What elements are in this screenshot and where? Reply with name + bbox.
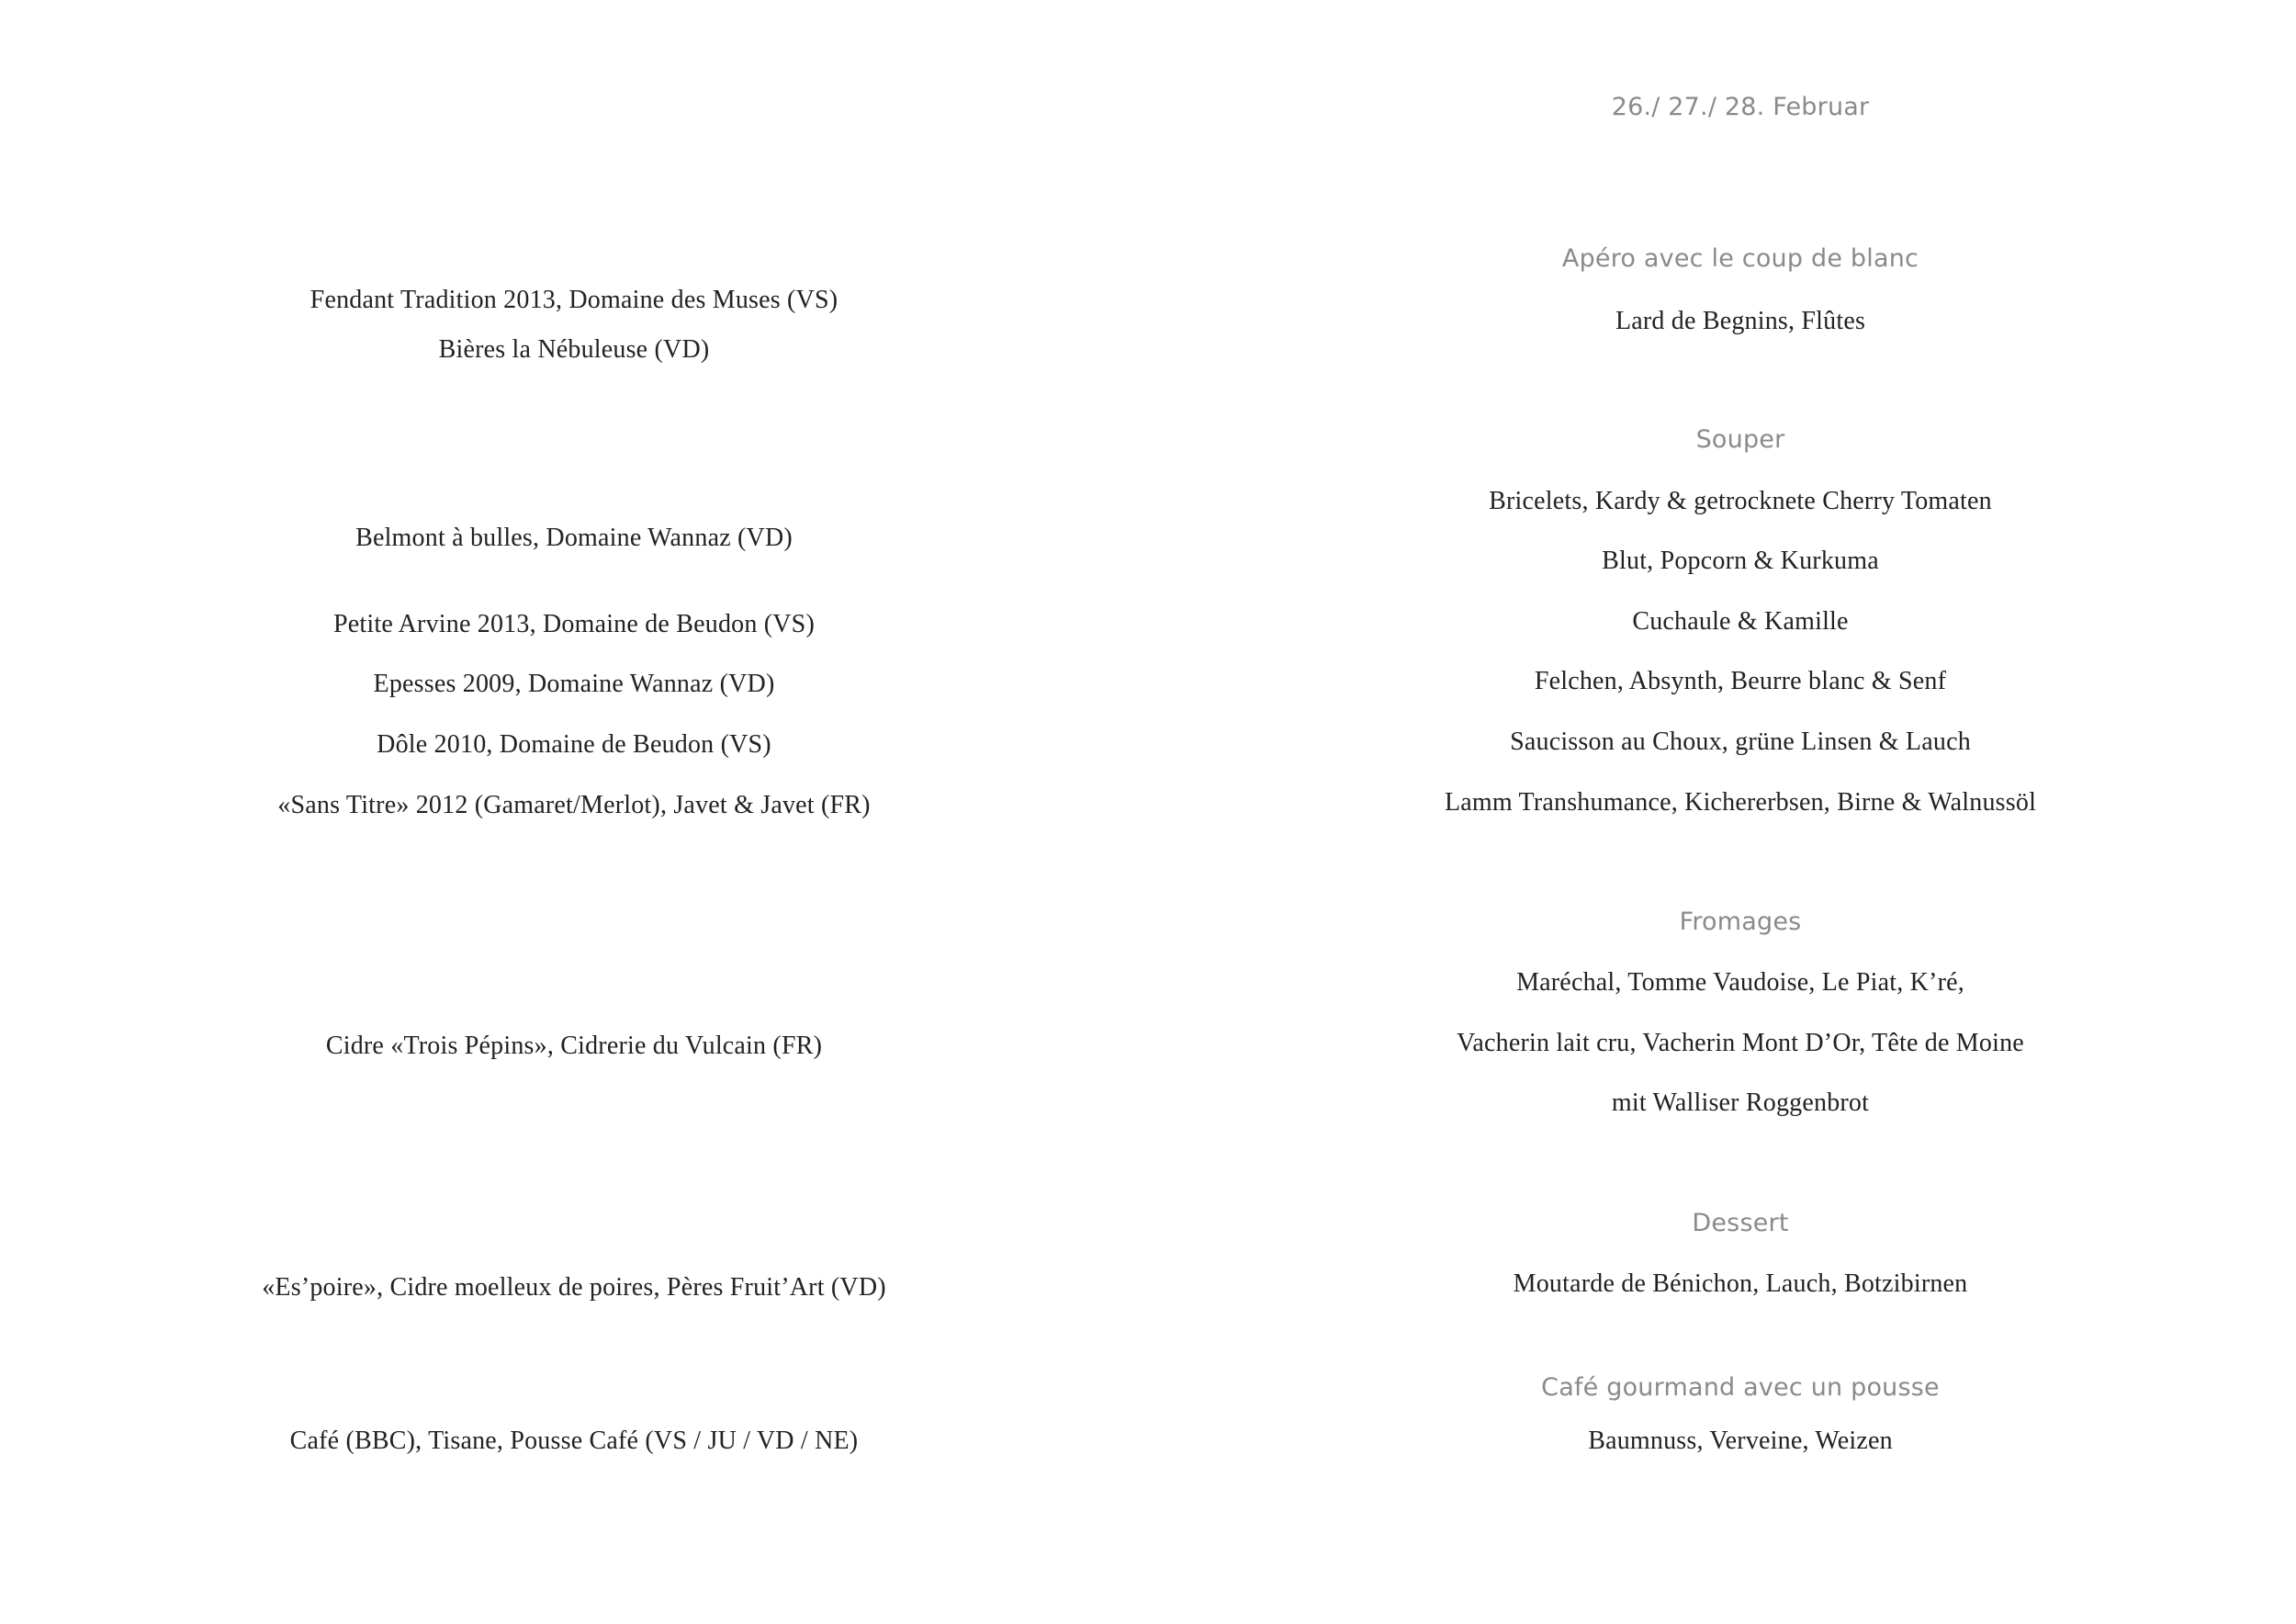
menu-date: 26./ 27./ 28. Februar <box>1611 93 1870 121</box>
wine-souper-3: Epesses 2009, Domaine Wannaz (VD) <box>373 670 775 698</box>
menu-aperitif-item-1: Lard de Begnins, Flûtes <box>1615 307 1866 335</box>
wine-aperitif-2: Bières la Nébuleuse (VD) <box>438 335 710 364</box>
wine-souper-5: «Sans Titre» 2012 (Gamaret/Merlot), Javet & Javet (FR) <box>277 791 871 819</box>
menu-souper-item-5: Saucisson au Choux, grüne Linsen & Lauch <box>1510 727 1971 756</box>
menu-fromages-item-1: Maréchal, Tomme Vaudoise, Le Piat, K’ré, <box>1516 968 1964 997</box>
wine-souper-4: Dôle 2010, Domaine de Beudon (VS) <box>377 730 771 759</box>
menu-fromages-item-3: mit Walliser Roggenbrot <box>1611 1088 1870 1117</box>
menu-souper-item-3: Cuchaule & Kamille <box>1632 607 1849 636</box>
menu-aperitif-heading: Apéro avec le coup de blanc <box>1561 244 1919 273</box>
menu-souper-item-4: Felchen, Absynth, Beurre blanc & Senf <box>1534 667 1947 695</box>
wine-souper-2: Petite Arvine 2013, Domaine de Beudon (VS) <box>333 610 815 638</box>
menu-souper-heading: Souper <box>1695 425 1785 454</box>
menu-fromages-item-2: Vacherin lait cru, Vacherin Mont D’Or, Tête de Moine <box>1457 1029 2024 1057</box>
menu-cafe-heading: Café gourmand avec un pousse <box>1541 1373 1940 1402</box>
menu-souper-item-1: Bricelets, Kardy & getrocknete Cherry Tomaten <box>1489 487 1992 515</box>
wine-aperitif-1: Fendant Tradition 2013, Domaine des Muses (VS) <box>310 286 838 314</box>
wine-cafe: Café (BBC), Tisane, Pousse Café (VS / JU / VD / NE) <box>289 1427 859 1455</box>
wine-dessert: «Es’poire», Cidre moelleux de poires, Pères Fruit’Art (VD) <box>262 1273 886 1302</box>
menu-souper-item-6: Lamm Transhumance, Kichererbsen, Birne & Walnussöl <box>1444 788 2037 817</box>
menu-dessert-heading: Dessert <box>1692 1209 1789 1237</box>
menu-fromages-heading: Fromages <box>1679 908 1802 936</box>
menu-dessert-item-1: Moutarde de Bénichon, Lauch, Botzibirnen <box>1513 1269 1968 1298</box>
wine-souper-1: Belmont à bulles, Domaine Wannaz (VD) <box>355 524 793 552</box>
menu-souper-item-2: Blut, Popcorn & Kurkuma <box>1602 547 1879 575</box>
menu-cafe-item-1: Baumnuss, Verveine, Weizen <box>1588 1427 1893 1455</box>
wine-fromages: Cidre «Trois Pépins», Cidrerie du Vulcain (FR) <box>325 1032 823 1060</box>
